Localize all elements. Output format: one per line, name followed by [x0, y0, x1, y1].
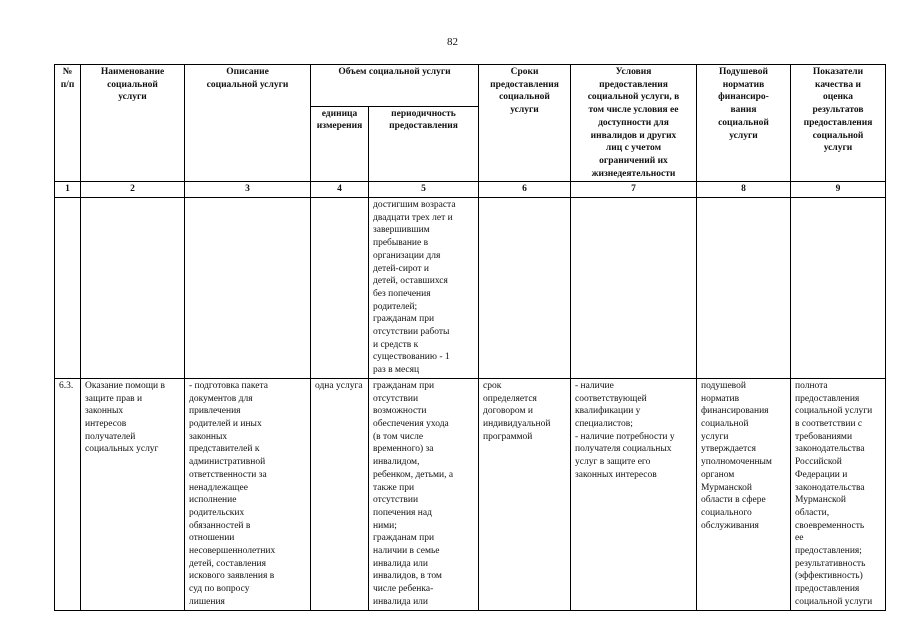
column-number: 2 [81, 182, 185, 198]
cell-terms: срок определяется договором и индивидуальной программой [479, 378, 571, 610]
cell-conditions: - наличие соответствующей квалификации у специалистов; - наличие потребности у получателя социальных услуг в защите его законных интересов [571, 378, 697, 610]
column-number: 4 [311, 182, 369, 198]
cell-conditions [571, 198, 697, 379]
cell-terms [479, 198, 571, 379]
column-number: 7 [571, 182, 697, 198]
cell-quality: полнота предоставления социальной услуги в соответствии с требованиями законодательства Российской Федерации и законодательства Мурманской области, своевременность ее предоставления; результативность (эффективность) предоставления социальной услуги [791, 378, 886, 610]
cell-num [55, 198, 81, 379]
cell-name [81, 198, 185, 379]
column-number-row [55, 182, 886, 198]
column-number: 8 [697, 182, 791, 198]
cell-unit [311, 198, 369, 379]
table-row [55, 198, 886, 379]
header-norm: Подушевой норматив финансиро- вания социальной услуги [697, 65, 791, 182]
column-number: 1 [55, 182, 81, 198]
column-number: 9 [791, 182, 886, 198]
cell-norm [697, 198, 791, 379]
table-row [55, 378, 886, 610]
header-name: Наименование социальной услуги [81, 65, 185, 182]
header-unit: единица измерения [311, 106, 369, 182]
column-number: 5 [369, 182, 479, 198]
cell-description [185, 198, 311, 379]
cell-quality [791, 198, 886, 379]
header-quality: Показатели качества и оценка результатов предоставления социальной услуги [791, 65, 886, 182]
cell-name: Оказание помощи в защите прав и законных интересов получателей социальных услуг [81, 378, 185, 610]
header-row-1 [55, 65, 886, 107]
header-description: Описание социальной услуги [185, 65, 311, 182]
services-table [54, 64, 886, 611]
column-number: 6 [479, 182, 571, 198]
cell-period: достигшим возраста двадцати трех лет и завершившим пребывание в организации для детей-сирот и детей, оставшихся без попечения родителей; гражданам при отсутствии работы и средств к существованию - 1 раз в месяц [369, 198, 479, 379]
page-number: 82 [447, 36, 458, 48]
column-number: 3 [185, 182, 311, 198]
header-volume: Объем социальной услуги [311, 65, 479, 107]
cell-period: гражданам при отсутствии возможности обеспечения ухода (в том числе временного) за инвалидом, ребенком, детьми, а также при отсутствии попечения над ними; гражданам при наличии в семье инвалида или инвалидов, в том числе ребенка- инвалида или [369, 378, 479, 610]
cell-num: 6.3. [55, 378, 81, 610]
cell-description: - подготовка пакета документов для привлечения родителей и иных законных представителей к административной ответственности за ненадлежащее исполнение родительских обязанностей в отношении несовершеннолетних детей, составления искового заявления в суд по вопросу лишения [185, 378, 311, 610]
cell-unit: одна услуга [311, 378, 369, 610]
header-num: № п/п [55, 65, 81, 182]
header-terms: Сроки предоставления социальной услуги [479, 65, 571, 182]
header-conditions: Условия предоставления социальной услуги, в том числе условия ее доступности для инвалидов и других лиц с учетом ограничений их жизнедеятельности [571, 65, 697, 182]
header-period: периодичность предоставления [369, 106, 479, 182]
cell-norm: подушевой норматив финансирования социальной услуги утверждается уполномоченным органом Мурманской области в сфере социального обслуживания [697, 378, 791, 610]
